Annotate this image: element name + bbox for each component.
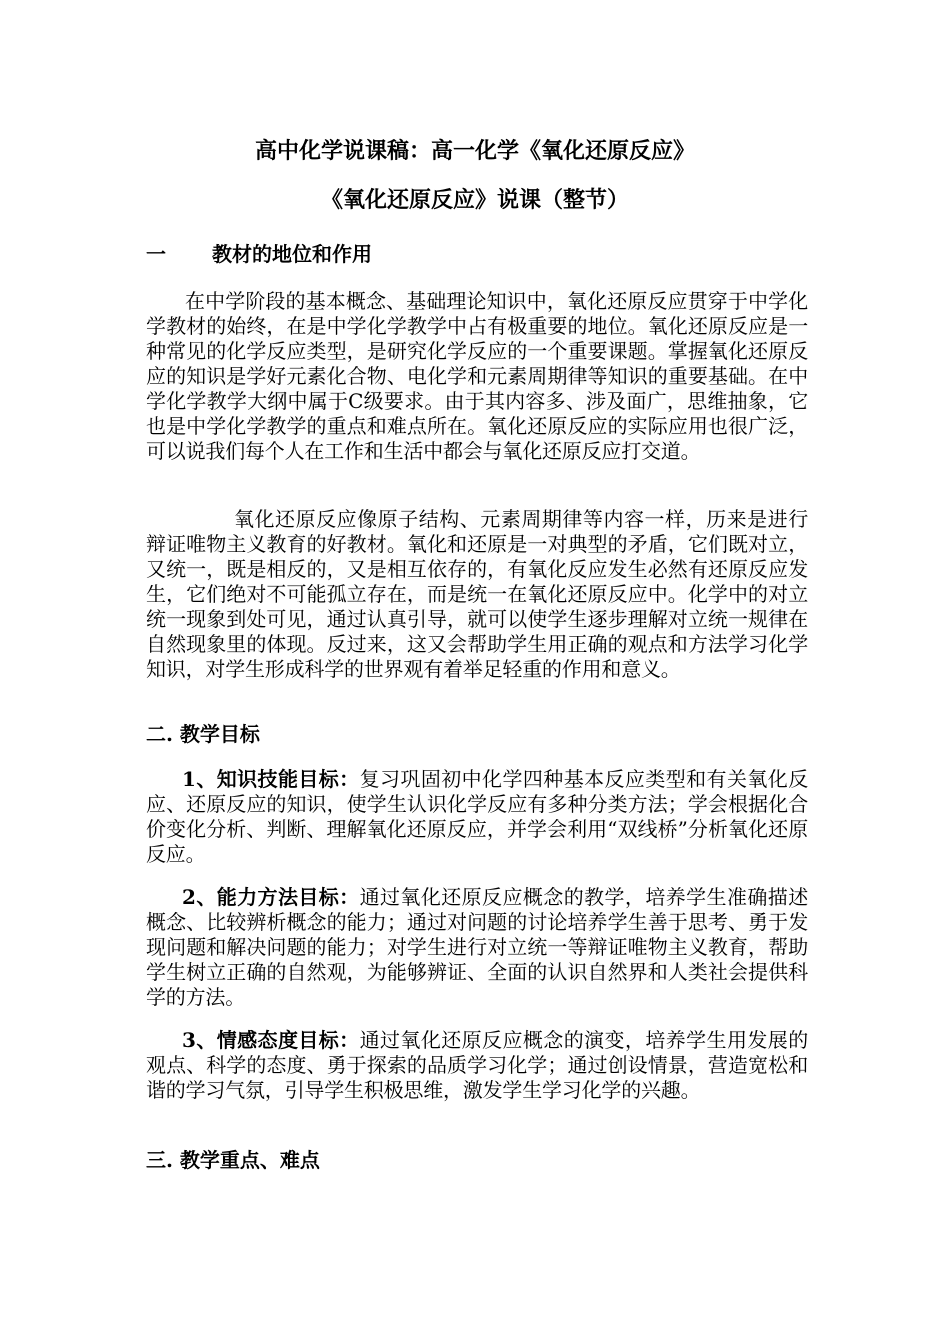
- goal-ability-label: 2、能力方法目标：: [182, 885, 360, 909]
- goal-knowledge-text: 复习巩固初中化学四种基本反应类型和有关氧化反应、还原反应的知识，使学生认识化学反应有多种分类方法；学会根据化合价变化分析、判断、理解氧化还原反应，并学会利用“双线桥”分析氧化还原反应。: [146, 767, 808, 866]
- goal-emotion: [146, 1028, 808, 1103]
- goal-emotion-label: 3、情感态度目标：: [182, 1028, 360, 1052]
- section-heading-1: [146, 240, 372, 268]
- section-heading-3: 三. 教学重点、难点: [146, 1148, 320, 1172]
- section-number-1: 一: [146, 242, 166, 266]
- section-heading-2: 二. 教学目标: [146, 722, 260, 746]
- document-subtitle: 《氧化还原反应》说课（整节）: [320, 187, 629, 213]
- paragraph-2: 氧化还原反应像原子结构、元素周期律等内容一样，历来是进行辩证唯物主义教育的好教材。氧化和还原是一对典型的矛盾，它们既对立，又统一，既是相反的，又是相互依存的，有氧化反应发生必然有还原反应发生，它们绝对不可能孤立存在，而是统一在氧化还原反应中。化学中的对立统一现象到处可见，通过认真引导，就可以使学生逐步理解对立统一规律在自然现象里的体现。反过来，这又会帮助学生用正确的观点和方法学习化学知识，对学生形成科学的世界观有着举足轻重的作用和意义。: [146, 507, 808, 681]
- document-title: 高中化学说课稿：高一化学《氧化还原反应》: [254, 138, 695, 164]
- paragraph-1: 在中学阶段的基本概念、基础理论知识中，氧化还原反应贯穿于中学化学教材的始终，在是中学化学教学中占有极重要的地位。氧化还原反应是一种常见的化学反应类型，是研究化学反应的一个重要课题。掌握氧化还原反应的知识是学好元素化合物、电化学和元素周期律等知识的重要基础。在中学化学教学大纲中属于C级要求。由于其内容多、涉及面广，思维抽象，它也是中学化学教学的重点和难点所在。氧化还原反应的实际应用也很广泛，可以说我们每个人在工作和生活中都会与氧化还原反应打交道。: [146, 289, 808, 463]
- goal-knowledge: [146, 767, 808, 867]
- goal-knowledge-label: 1、知识技能目标：: [182, 767, 360, 791]
- section-title-1: 教材的地位和作用: [212, 242, 372, 266]
- goal-ability-text: 通过氧化还原反应概念的教学，培养学生准确描述概念、比较辨析概念的能力；通过对问题的讨论培养学生善于思考、勇于发现问题和解决问题的能力；对学生进行对立统一等辩证唯物主义教育，帮助学生树立正确的自然观，为能够辨证、全面的认识自然界和人类社会提供科学的方法。: [146, 885, 808, 1009]
- goal-ability: [146, 885, 808, 1010]
- goal-emotion-text: 通过氧化还原反应概念的演变，培养学生用发展的观点、科学的态度、勇于探索的品质学习化学；通过创设情景，营造宽松和谐的学习气氛，引导学生积极思维，激发学生学习化学的兴趣。: [146, 1028, 808, 1102]
